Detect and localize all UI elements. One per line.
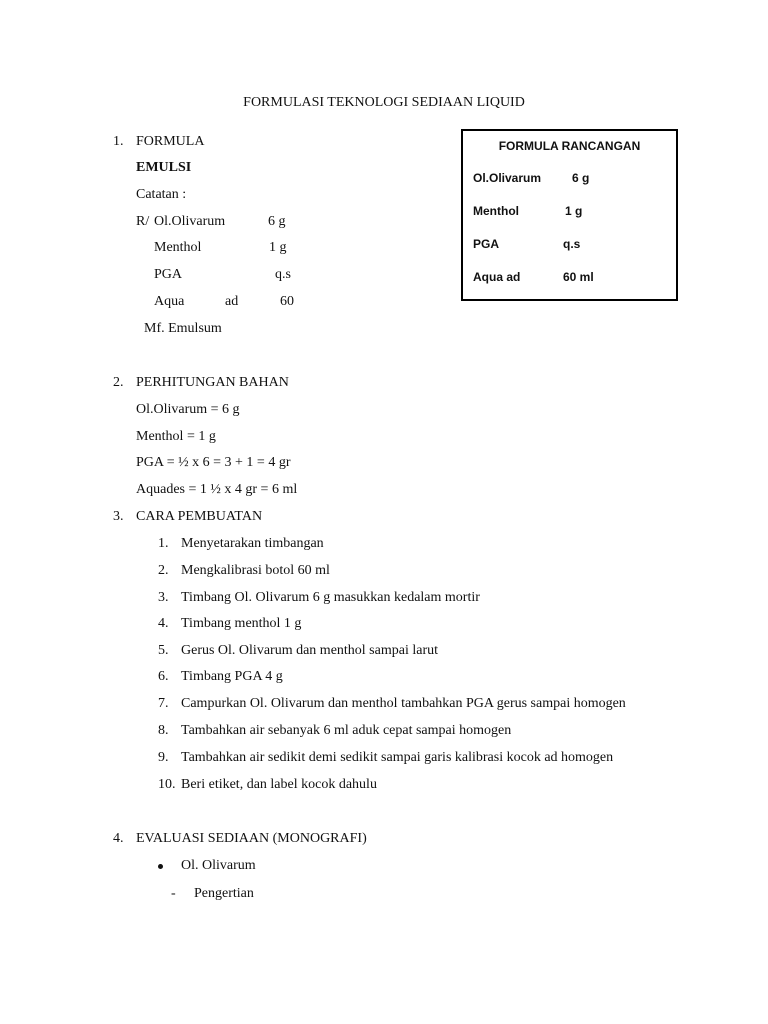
rancangan-row-qty: 6 g — [572, 171, 590, 185]
recipe-item-name: Ol.Olivarum — [154, 214, 226, 229]
step-number: 5. — [158, 643, 169, 658]
step-number: 9. — [158, 750, 169, 765]
formula-rancangan-box — [461, 129, 678, 301]
page-title: FORMULASI TEKNOLOGI SEDIAAN LIQUID — [243, 95, 525, 110]
calc-line: PGA = ½ x 6 = 3 + 1 = 4 gr — [136, 455, 291, 470]
recipe-item-name: Aqua — [154, 294, 185, 309]
step-number: 6. — [158, 669, 169, 684]
step-number: 7. — [158, 696, 169, 711]
recipe-item-qty: 6 g — [268, 214, 286, 229]
bullet-icon — [158, 864, 163, 869]
step-text: Timbang PGA 4 g — [181, 669, 283, 684]
section-3-heading: CARA PEMBUATAN — [136, 509, 263, 524]
section-1-heading: FORMULA — [136, 134, 205, 149]
step-text: Beri etiket, dan label kocok dahulu — [181, 777, 377, 792]
step-number: 4. — [158, 616, 169, 631]
recipe-item-qty: 1 g — [269, 240, 287, 255]
recipe-item-ad: ad — [225, 294, 239, 309]
calc-line: Aquades = 1 ½ x 4 gr = 6 ml — [136, 482, 298, 497]
calc-line: Menthol = 1 g — [136, 429, 216, 444]
rancangan-row-name: Aqua ad — [473, 270, 521, 284]
formula-type: EMULSI — [136, 160, 192, 175]
recipe-item-name: PGA — [154, 267, 183, 282]
section-3-number: 3. — [113, 509, 124, 524]
rancangan-row-qty: 60 ml — [563, 270, 594, 284]
rancangan-title: FORMULA RANCANGAN — [498, 139, 641, 153]
step-number: 3. — [158, 590, 169, 605]
step-text: Mengkalibrasi botol 60 ml — [181, 563, 330, 578]
rancangan-row-name: Menthol — [473, 204, 519, 218]
step-text: Tambahkan air sedikit demi sedikit sampai garis kalibrasi kocok ad homogen — [181, 750, 614, 765]
catatan-label: Catatan : — [136, 187, 187, 202]
calc-line: Ol.Olivarum = 6 g — [136, 402, 240, 417]
step-text: Timbang menthol 1 g — [181, 616, 302, 631]
section-4-heading: EVALUASI SEDIAAN (MONOGRAFI) — [136, 831, 367, 846]
recipe-prefix: R/ — [136, 214, 150, 229]
section-1-number: 1. — [113, 134, 124, 149]
step-text: Campurkan Ol. Olivarum dan menthol tambahkan PGA gerus sampai homogen — [181, 696, 626, 711]
step-number: 8. — [158, 723, 169, 738]
rancangan-row-qty: q.s — [563, 237, 581, 251]
recipe-item-qty: q.s — [275, 267, 291, 282]
step-text: Timbang Ol. Olivarum 6 g masukkan kedalam mortir — [181, 590, 480, 605]
dash-marker: - — [171, 886, 176, 901]
step-text: Menyetarakan timbangan — [181, 536, 324, 551]
rancangan-row-name: PGA — [473, 237, 500, 251]
step-text: Tambahkan air sebanyak 6 ml aduk cepat sampai homogen — [181, 723, 512, 738]
mf-line: Mf. Emulsum — [144, 321, 222, 336]
sub-item: Pengertian — [194, 886, 254, 901]
bullet-item: Ol. Olivarum — [181, 858, 256, 873]
step-text: Gerus Ol. Olivarum dan menthol sampai larut — [181, 643, 438, 658]
rancangan-row-qty: 1 g — [565, 204, 583, 218]
recipe-item-qty: 60 — [280, 294, 294, 309]
section-2-heading: PERHITUNGAN BAHAN — [136, 375, 289, 390]
rancangan-row-name: Ol.Olivarum — [473, 171, 542, 185]
step-number: 10. — [158, 777, 176, 792]
step-number: 2. — [158, 563, 169, 578]
section-4-number: 4. — [113, 831, 124, 846]
recipe-item-name: Menthol — [154, 240, 202, 255]
section-2-number: 2. — [113, 375, 124, 390]
step-number: 1. — [158, 536, 169, 551]
